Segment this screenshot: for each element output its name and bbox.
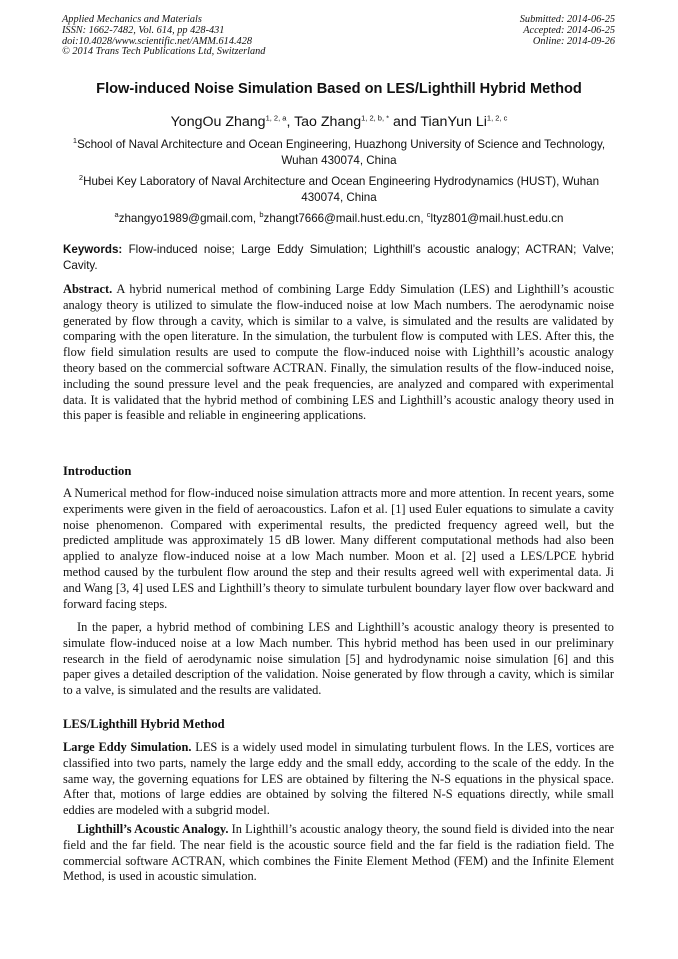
copyright-line: © 2014 Trans Tech Publications Ltd, Switzerland: [62, 46, 266, 58]
les-text: LES is a widely used model in simulating turbulent flows. In the LES, vortices are classified into two parts, namely the large eddy and the small eddy, according to the scale of the eddy. In the same way, the governing equations for LES are obtained by filtering the N-S equations in the physical space. After that, motions of large eddies are obtained by solving the filtered N-S equations directly, while small eddies are modeled with a subgrid model.: [63, 740, 614, 818]
affiliation-text: School of Naval Architecture and Ocean Engineering, Huazhong University of Science and Technology, Wuhan 430074, China: [77, 138, 606, 167]
keywords-text: Flow-induced noise; Large Eddy Simulation; Lighthill’s acoustic analogy; ACTRAN; Valve; Cavity.: [63, 243, 614, 272]
subsection-head-les: Large Eddy Simulation.: [63, 740, 192, 754]
keywords-label: Keywords:: [63, 243, 123, 256]
section-heading-method: LES/Lighthill Hybrid Method: [63, 717, 225, 731]
email-address: zhangt7666@mail.hust.edu.cn,: [263, 212, 427, 225]
introduction-paragraph: A Numerical method for flow-induced noise simulation attracts more and more attention. In recent years, some experiments were given in the field of aeroacoustics. Lafon et al. [1] used Euler equations to simulate a cavity noise phenomenon. Compared with experimental results, the predicted frequency agreed well, but the predicted amplitude was approximately 15 dB lower. Many different computational methods had also been applied to analyze flow-induced noise at a low Mach number. Moon et al. [2] used a LES/LPCE hybrid method caused by the turbulent flow around the step and their results agreed well with experimental data. Ji and Wang [3, 4] used LES and Lighthill’s theory to simulate turbulent boundary layer flow over backward and forward facing steps.: [63, 486, 614, 611]
author-separator: and: [389, 114, 421, 130]
doi-line: doi:10.4028/www.scientific.net/AMM.614.428: [62, 35, 252, 47]
les-paragraph: [63, 740, 614, 819]
accepted-date: Accepted: 2014-06-25: [523, 24, 615, 36]
journal-name: Applied Mechanics and Materials: [62, 14, 202, 25]
affiliation-text: Hubei Key Laboratory of Naval Architecture and Ocean Engineering Hydrodynamics (HUST), Wuhan 430074, China: [83, 175, 600, 204]
email-mark: a: [114, 210, 119, 220]
paper-title: Flow-induced Noise Simulation Based on LES/Lighthill Hybrid Method: [96, 81, 582, 97]
author-affiliation-mark: 1, 2, c: [486, 113, 508, 123]
submission-dates: [520, 15, 615, 47]
abstract-text: A hybrid numerical method of combining Large Eddy Simulation (LES) and Lighthill’s acoustic analogy theory is utilized to simulate the flow-induced noise at low Mach numbers. The aerodynamic noise generated by flow through a cavity, which is similar to a valve, is simulated and the results are validated by comparing with the open literature. In the simulation, the turbulent flow is computed with LES. After this, the flow field simulation results are used to compute the flow-induced noise with Lighthill’s acoustic analogy theory based on the commercial software ACTRAN. Finally, the simulation results of the flow-induced noise, including the sound pressure level and the peak frequencies, are analyzed and compared with experimental data. It is validated that the hybrid method of combining LES and Lighthill’s acoustic analogy theory used in this paper is feasible and reliable in engineering applications.: [63, 282, 614, 423]
author-separator: ,: [286, 114, 295, 130]
issn-line: ISSN: 1662-7482, Vol. 614, pp 428-431: [62, 24, 225, 36]
introduction-paragraph: In the paper, a hybrid method of combining LES and Lighthill’s acoustic analogy theory is presented to simulate flow-induced noise at a low Mach number. This hybrid method has been used in our preliminary research in the field of aerodynamic noise simulation [5] and hydrodynamic noise simulation [6] and this paper gives a detailed description of the validation. Noise generated by flow through a cavity, which is similar to a valve, is simulated and the results are validated.: [63, 620, 614, 698]
submitted-date: Submitted: 2014-06-25: [519, 14, 615, 25]
abstract-label: Abstract.: [63, 282, 113, 296]
abstract: [63, 282, 614, 424]
author-list: [0, 114, 678, 130]
affiliation: [60, 174, 618, 206]
keywords: [63, 242, 614, 274]
email-mark: c: [426, 210, 431, 220]
author-emails: [60, 211, 618, 227]
affiliation-mark: 2: [78, 173, 84, 183]
journal-info: [62, 15, 265, 58]
subsection-head-lighthill: Lighthill’s Acoustic Analogy.: [77, 822, 229, 836]
email-address: zhangyo1989@gmail.com,: [118, 212, 260, 225]
email-mark: b: [259, 210, 264, 220]
author-name: YongOu Zhang: [170, 114, 266, 130]
lighthill-text: In Lighthill’s acoustic analogy theory, the sound field is divided into the near field and the far field. The near field is the acoustic source field and the far field is the radiation field. The commercial software ACTRAN, which combines the Finite Element Method (FEM) and the Infinite Element Method, is used in acoustic simulation.: [63, 822, 614, 884]
author-name: Tao Zhang: [294, 114, 362, 130]
author-affiliation-mark: 1, 2, a: [265, 113, 287, 123]
author-affiliation-mark: 1, 2, b, *: [361, 113, 390, 123]
affiliation: [60, 137, 618, 169]
author-name: TianYun Li: [420, 114, 487, 130]
affiliation-mark: 1: [72, 136, 78, 146]
email-address: ltyz801@mail.hust.edu.cn: [430, 212, 564, 225]
section-heading-introduction: Introduction: [63, 464, 132, 478]
online-date: Online: 2014-09-26: [532, 35, 615, 47]
lighthill-paragraph: [63, 822, 614, 885]
